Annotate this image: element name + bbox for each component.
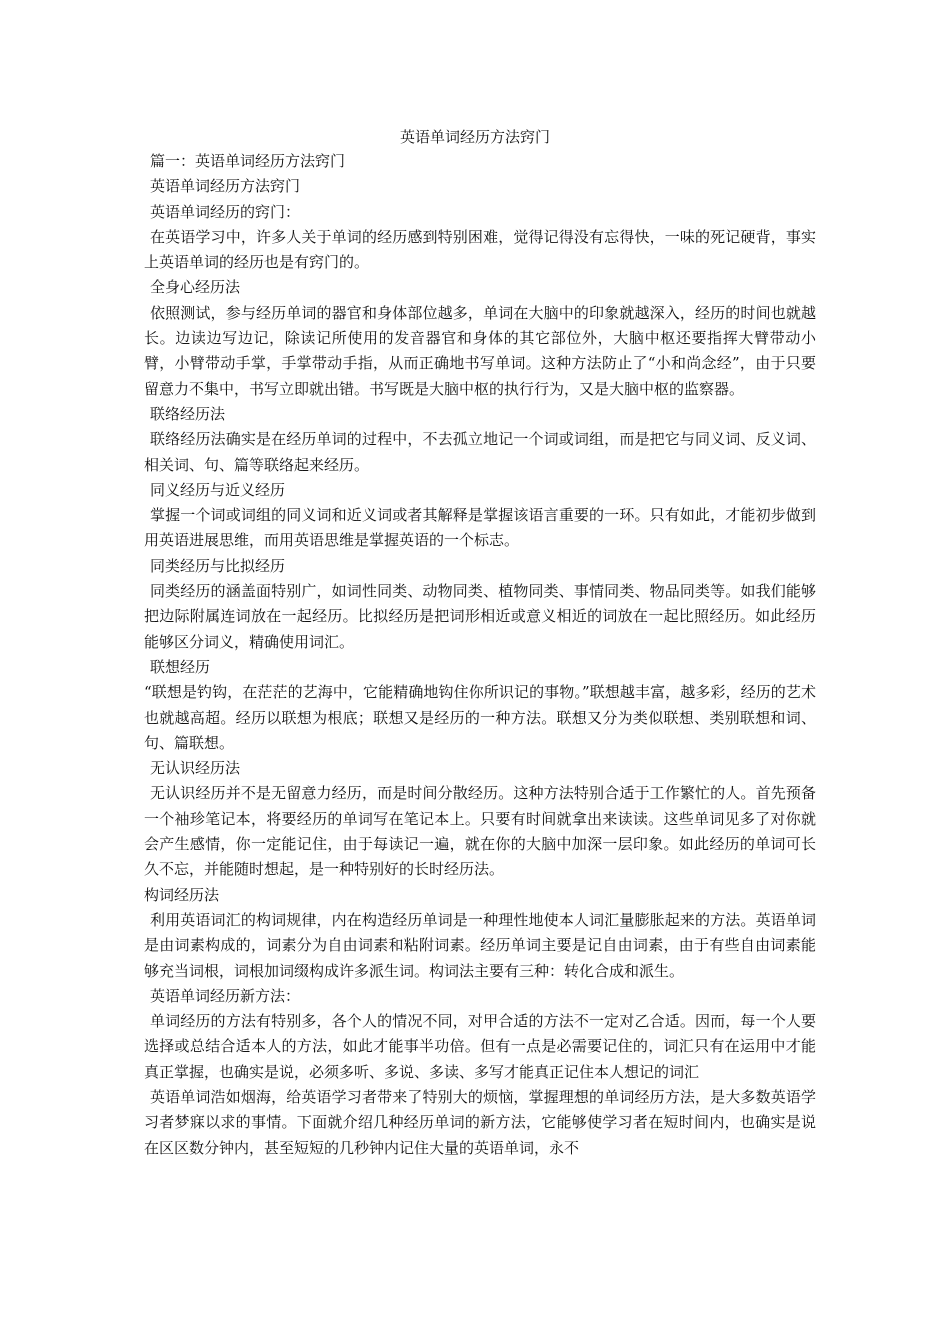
paragraph: 单词经历的方法有特别多，各个人的情况不同，对甲合适的方法不一定对乙合适。因而，每一个人要选择或总结合适本人的方法，如此才能事半功倍。但有一点是必需要记住的，词汇只有在运用中才能真正掌握，也确实是说，必须多听、多说、多读、多写才能真正记住本人想记的词汇 — [144, 1012, 816, 1081]
section-heading: 全身心经历法 — [150, 278, 241, 297]
paragraph: 利用英语词汇的构词规律，内在构造经历单词是一种理性地使本人词汇量膨胀起来的方法。英语单词是由词素构成的，词素分为自由词素和粘附词素。经历单词主要是记自由词素，由于有些自由词素能够充当词根，词根加词缀构成许多派生词。构词法主要有三种：转化合成和派生。 — [144, 910, 816, 980]
paragraph: 依照测试，参与经历单词的器官和身体部位越多，单词在大脑中的印象就越深入，经历的时间也就越长。边读边写边记，除读记所使用的发音器官和身体的其它部位外，大脑中枢还要指挥大臂带动小臂，小臂带动手掌，手掌带动手指，从而正确地书写单词。这种方法防止了“小和尚念经”，由于只要留意力不集中，书写立即就出错。书写既是大脑中枢的执行行为，又是大脑中枢的监察器。 — [144, 303, 816, 398]
section-heading: 无认识经历法 — [150, 759, 241, 778]
section-heading: 篇一：英语单词经历方法窍门 — [150, 152, 346, 170]
document-title: 英语单词经历方法窍门 — [399, 128, 550, 146]
paragraph: 英语单词浩如烟海，给英语学习者带来了特别大的烦恼，掌握理想的单词经历方法，是大多数英语学习者梦寐以求的事情。下面就介绍几种经历单词的新方法，它能够使学习者在短时间内，也确实是说在区区数分钟内，甚至短短的几秒钟内记住大量的英语单词，永不 — [144, 1087, 816, 1157]
section-heading: 构词经历法 — [144, 885, 220, 904]
paragraph: 在英语学习中，许多人关于单词的经历感到特别困难，觉得记得没有忘得快，一味的死记硬背，事实上英语单词的经历也是有窍门的。 — [144, 227, 816, 272]
paragraph: 联络经历法确实是在经历单词的过程中，不去孤立地记一个词或词组，而是把它与同义词、反义词、相关词、句、篇等联络起来经历。 — [144, 430, 816, 474]
paragraph: 掌握一个词或词组的同义词和近义词或者其解释是掌握该语言重要的一环。只有如此，才能初步做到用英语进展思维，而用英语思维是掌握英语的一个标志。 — [144, 506, 816, 550]
section-heading: 同类经历与比拟经历 — [150, 556, 286, 575]
section-heading: 英语单词经历新方法： — [150, 986, 301, 1005]
paragraph: “联想是钓钩，在茫茫的艺海中，它能精确地钩住你所识记的事物。”联想越丰富，越多彩，经历的艺术也就越高超。经历以联想为根底；联想又是经历的一种方法。联想又分为类似联想、类别联想和词、句、篇联想。 — [144, 683, 816, 752]
section-heading: 联想经历 — [150, 657, 211, 676]
section-heading: 英语单词经历方法窍门 — [150, 177, 301, 196]
section-heading: 同义经历与近义经历 — [150, 480, 286, 499]
paragraph: 无认识经历并不是无留意力经历，而是时间分散经历。这种方法特别合适于工作繁忙的人。首先预备一个袖珍笔记本，将要经历的单词写在笔记本上。只要有时间就拿出来读读。这些单词见多了对你就会产生感情，你一定能记住，由于每读记一遍，就在你的大脑中加深一层印象。如此经历的单词可长久不忘，并能随时想起，是一种特别好的长时经历法。 — [144, 784, 816, 879]
document-body — [144, 149, 816, 1161]
section-heading: 英语单词经历的窍门： — [150, 202, 301, 221]
paragraph: 同类经历的涵盖面特别广，如词性同类、动物同类、植物同类、事情同类、物品同类等。如我们能够把边际附属连词放在一起经历。比拟经历是把词形相近或意义相近的词放在一起比照经历。如此经历能够区分词义，精确使用词汇。 — [144, 582, 816, 651]
section-heading: 联络经历法 — [150, 404, 226, 423]
